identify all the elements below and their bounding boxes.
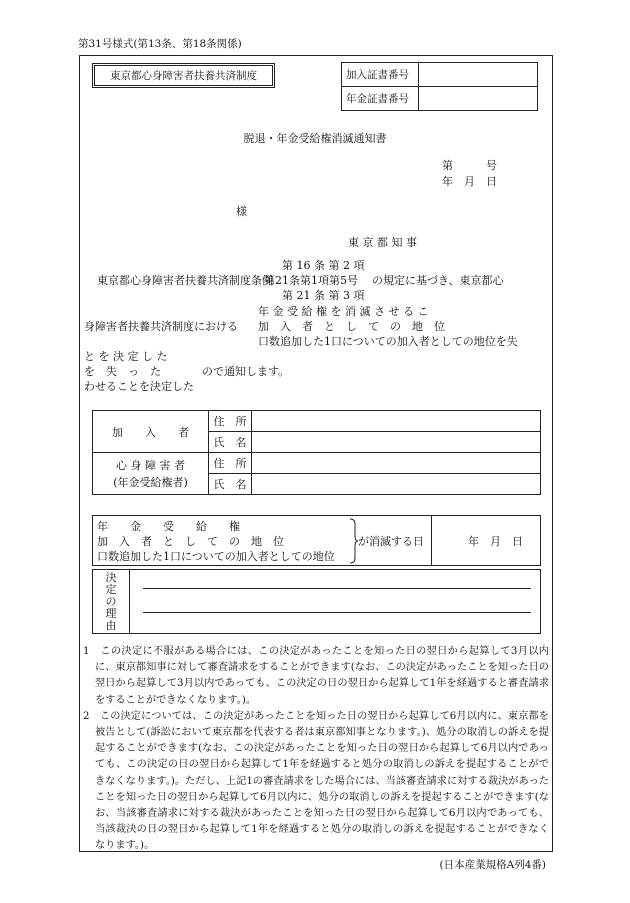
pension-cert-label: 年金証書番号: [342, 87, 419, 111]
pension-cert-field[interactable]: [419, 87, 538, 111]
document-date: 年 月 日: [442, 175, 497, 188]
extinction-divider: [431, 516, 432, 565]
system-name-box: [92, 63, 275, 88]
notes: [83, 644, 549, 855]
law-option-2: 第21条第1項第5号: [264, 274, 358, 287]
member-name-field[interactable]: [252, 432, 541, 453]
membership-cert-label: 加入証書番号: [342, 63, 419, 87]
disabled-person-cell: [93, 453, 209, 495]
note-item: 1 この決定に不服がある場合には、この決定があったことを知った日の翌日から起算して3月以内に、東京都知事に対して審査請求をすることができます(なお、この決定があったことを知った日の翌日から起算して3月以内であっても、この決定の日の翌日から起算して1年を経過すると審査請求をすることができなくなります。)。: [83, 646, 549, 706]
disabled-name-field[interactable]: [252, 474, 541, 495]
disabled-address-label: 住 所: [209, 453, 252, 474]
footer-standard: (日本産業規格A列4番): [439, 859, 546, 871]
system-name: 東京都心身障害者扶養共済制度: [110, 70, 257, 82]
choice-pension-right: 年 金 受 給 権 を 消 滅 さ せ る こ: [258, 305, 429, 318]
extinction-option-pension: 年 金 受 給 権: [97, 520, 240, 533]
certificate-number-table: [341, 62, 538, 111]
disabled-address-field[interactable]: [252, 453, 541, 474]
choice-additional-unit: 口数追加した1口についての加入者としての地位を失: [258, 335, 518, 348]
member-label: 加 入 者: [93, 411, 209, 453]
extinction-suffix: が消滅する日: [358, 535, 424, 548]
member-address-field[interactable]: [252, 411, 541, 432]
ending-c: わせることを決定した: [84, 380, 194, 393]
pension-holder-label: (年金受給権者): [113, 475, 188, 489]
disabled-person-label: 心 身 障 害 者: [116, 458, 185, 472]
issuer: 東 京 都 知 事: [348, 236, 417, 249]
ending-a: と を 決 定 し た: [84, 350, 168, 363]
reason-label-char: 決: [105, 570, 117, 584]
reason-line[interactable]: [143, 588, 531, 589]
reason-label: [93, 570, 130, 633]
reason-box: [92, 569, 541, 634]
reason-label-char: 由: [105, 618, 117, 632]
document-number: 第 号: [442, 159, 497, 172]
reason-label-char: 理: [105, 606, 117, 620]
law-option-1: 第 16 条 第 2 項: [282, 259, 365, 272]
member-name-label: 氏 名: [209, 432, 252, 453]
law-option-3: 第 21 条 第 3 項: [282, 289, 365, 302]
extinction-option-member: 加 入 者 と し て の 地 位: [97, 535, 284, 548]
disabled-name-label: 氏 名: [209, 474, 252, 495]
right-brace-icon: [348, 518, 358, 564]
choice-member-status: 加 入 者 と し て の 地 位: [258, 320, 445, 333]
ending-b: を 失 っ た: [84, 365, 161, 378]
ordinance-name: 東京都心身障害者扶養共済制度条例: [97, 274, 273, 287]
member-address-label: 住 所: [209, 411, 252, 432]
document-title: 脱退・年金受給権消滅通知書: [243, 132, 387, 145]
system-in-text: 身障害者扶養共済制度における: [84, 320, 238, 333]
membership-cert-field[interactable]: [419, 63, 538, 87]
addressee-suffix: 様: [236, 205, 247, 218]
extinction-date-box: [92, 515, 541, 566]
notify-text: ので通知します。: [202, 365, 290, 378]
note-item: 2 この決定については、この決定があったことを知った日の翌日から起算して6月以内に、東京都を被告として(訴訟において東京都を代表する者は東京都知事となります。)、処分の取消しの訴えを提起することができます(なお、この決定があったことを知った日の翌日から起算して6月以内であっても、この決定の日の翌日から起算して1年を経過すると処分の取消しの訴えを提起することができなくなります。)。ただし、上記1の審査請求をした場合には、当該審査請求に対する裁決があったことを知った日の翌日から起算して6月以内に、処分の取消しの訴えを提起することができます(なお、当該審査請求に対する裁決があったことを知った日の翌日から起算して6月以内であっても、当該裁決の日の翌日から起算して1年を経過すると処分の取消しの訴えを提起することができなくなります。)。: [83, 710, 549, 852]
reason-label-char: 定: [105, 582, 117, 596]
persons-table: [92, 410, 541, 495]
based-on-text: の規定に基づき、東京都心: [372, 274, 504, 287]
extinction-option-unit: 口数追加した1口についての加入者としての地位: [97, 550, 335, 563]
reason-line[interactable]: [143, 612, 531, 613]
form-number: 第31号様式(第13条、第18条関係): [78, 38, 242, 50]
reason-label-char: の: [105, 594, 117, 608]
extinction-date: 年 月 日: [468, 535, 523, 548]
